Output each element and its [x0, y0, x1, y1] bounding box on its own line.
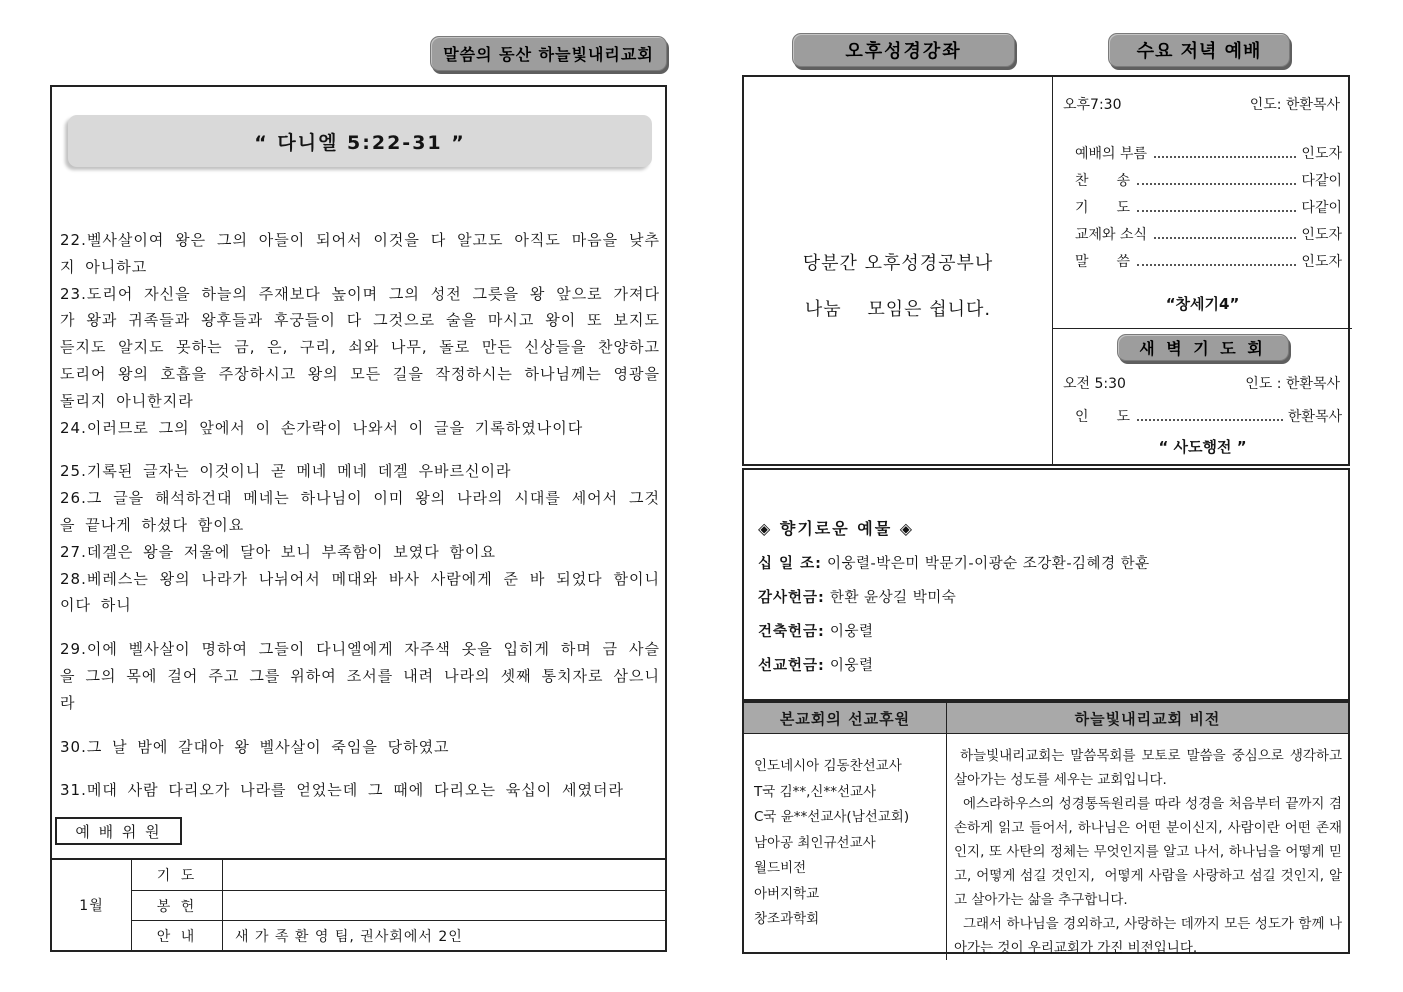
mission-vision-table	[742, 701, 1350, 954]
dotted-leader	[1137, 419, 1283, 421]
verse-26: 26.그 글을 해석하건대 메네는 하나님이 이미 왕의 나라의 시대를 세어서 그것을 끝나게 하셨다 함이요	[60, 489, 660, 534]
offering-label: 선교헌금:	[758, 658, 825, 674]
mission-header: 본교회의 선교후원	[744, 703, 947, 734]
service-time: 오전 5:30	[1063, 376, 1126, 392]
offering-names: 이웅렬-박은미 박문기-이광순 조강환-김혜경 한훈	[821, 556, 1150, 572]
worship-committee-label: 예 배 위 원	[55, 817, 182, 845]
wednesday-service-header	[1053, 77, 1352, 114]
order-who: 인도자	[1301, 227, 1342, 243]
vision-header: 하늘빛내리교회 비전	[947, 703, 1348, 734]
dotted-leader	[1154, 156, 1296, 158]
scripture-title: “ 다니엘 5:22-31 ”	[68, 115, 652, 167]
service-time: 오후7:30	[1063, 97, 1122, 113]
duty-row-label: 안 내	[132, 920, 223, 950]
order-item	[1075, 197, 1342, 224]
duty-table	[52, 858, 665, 950]
order-item	[1075, 143, 1342, 170]
offering-title: ◈ 향기로운 예물 ◈	[758, 519, 915, 538]
dotted-leader	[1137, 183, 1296, 185]
church-name-badge: 말씀의 동산 하늘빛내리교회	[430, 36, 667, 71]
order-who: 다같이	[1301, 200, 1342, 216]
order-item	[1075, 406, 1342, 433]
mission-item: C국 윤**선교사(남선교회)	[754, 809, 910, 825]
mission-item: T국 김**,신**선교사	[754, 783, 877, 800]
services-box	[742, 75, 1350, 466]
verse-22: 22.벨사살이여 왕은 그의 아들이 되어서 이것을 다 알고도 아직도 마음을 낮추지 아니하고	[60, 231, 660, 276]
offering-row	[758, 620, 1332, 641]
offering-label: 감사헌금:	[758, 590, 825, 606]
verse-24: 24.이러므로 그의 앞에서 이 손가락이 나와서 이 글을 기록하였나이다	[60, 418, 584, 437]
order-label: 말 씀	[1075, 254, 1131, 270]
mission-list	[744, 734, 947, 960]
vision-text	[947, 734, 1348, 960]
dawn-prayer-badge: 새 벽 기 도 회	[1117, 334, 1289, 361]
order-of-worship	[1075, 143, 1342, 278]
dawn-sermon-text: “ 사도행전 ”	[1158, 438, 1247, 456]
offering-box	[742, 468, 1350, 701]
wednesday-evening-worship-badge: 수요 저녁 예배	[1108, 33, 1290, 67]
order-who: 다같이	[1301, 173, 1342, 189]
offering-row	[758, 552, 1332, 573]
verse-29: 29.이에 벨사살이 명하여 그들이 다니엘에게 자주색 옷을 입히게 하며 금 사슬을 그의 목에 걸어 주고 그를 위하여 조서를 내려 나라의 셋째 통치자로 삼으니라	[60, 640, 660, 712]
offering-names: 한환 윤상길 박미숙	[824, 590, 957, 606]
verse-31: 31.메대 사람 다리오가 나라를 얻었는데 그 때에 다리오는 육십이 세였더라	[60, 781, 624, 800]
order-label: 교제와 소식	[1075, 227, 1148, 243]
offering-names: 이웅렬	[824, 658, 874, 674]
order-label: 기 도	[1075, 200, 1131, 216]
vision-paragraph: 에스라하우스의 성경통독원리를 따라 성경을 처음부터 끝까지 겸손하게 읽고 들어서, 하나님은 어떤 분이신지, 사람이란 어떤 존재인지, 또 사탄의 정체는 무엇인지를 알고 나서, 하나님을 어떻게 믿고, 어떻게 섬길 것인지, 어떻게 사람을 사랑하고 섬길 것인지, 알고 살아가는 삶을 추구합니다.	[954, 796, 1342, 908]
offering-names: 이웅렬	[824, 624, 874, 640]
notice-line-1: 당분간 오후성경공부나	[802, 253, 994, 274]
mission-item: 인도네시아 김동찬선교사	[754, 758, 902, 774]
order-who: 한환목사	[1287, 409, 1342, 425]
verse-27: 27.데겔은 왕을 저울에 달아 보니 부족함이 보였다 함이요	[60, 542, 497, 561]
order-item	[1075, 170, 1342, 197]
order-label: 예배의 부름	[1075, 146, 1148, 162]
duty-row-label: 기 도	[132, 860, 223, 890]
duty-row-value	[223, 860, 665, 890]
order-label: 찬 송	[1075, 173, 1131, 189]
mission-item: 창조과학회	[754, 911, 820, 927]
verse-25: 25.기록된 글자는 이것이니 곧 메네 메네 데겔 우바르신이라	[60, 462, 512, 481]
vision-paragraph: 하늘빛내리교회는 말씀목회를 모토로 말씀을 중심으로 생각하고 살아가는 성도를 세우는 교회입니다.	[954, 748, 1347, 788]
notice-line-2: 나눔 모임은 쉽니다.	[804, 299, 992, 320]
offering-row	[758, 654, 1332, 675]
order-item	[1075, 224, 1342, 251]
wednesday-service-cell	[1052, 77, 1352, 464]
order-label: 인 도	[1075, 409, 1131, 425]
dawn-service-header	[1053, 361, 1352, 393]
dotted-leader	[1154, 237, 1296, 239]
mission-item: 남아공 최인규선교사	[754, 834, 876, 851]
dotted-leader	[1137, 264, 1296, 266]
order-who: 인도자	[1301, 146, 1342, 162]
mission-item: 월드비전	[754, 860, 807, 876]
offering-row	[758, 586, 1332, 607]
duty-row-value: 새 가 족 환 영 팀, 권사회에서 2인	[223, 920, 665, 950]
verse-28: 28.베레스는 왕의 나라가 나뉘어서 메대와 바사 사람에게 준 바 되었다 함이니이다 하니	[60, 569, 660, 615]
bulletin-left-page	[50, 85, 667, 952]
dotted-leader	[1137, 210, 1296, 212]
afternoon-bible-lecture-badge: 오후성경강좌	[792, 33, 1015, 67]
duty-month: 1월	[52, 860, 132, 950]
order-who: 인도자	[1301, 254, 1342, 270]
duty-row-value	[223, 890, 665, 920]
wednesday-sermon-text: “창세기4”	[1165, 295, 1240, 313]
scripture-text	[60, 227, 660, 804]
section-divider	[1053, 328, 1352, 329]
offering-label: 건축헌금:	[758, 624, 825, 640]
service-leader: 인도 : 한환목사	[1245, 376, 1340, 392]
mission-item: 아버지학교	[754, 885, 820, 902]
service-leader: 인도: 한환목사	[1249, 97, 1340, 113]
lecture-notice	[744, 77, 1052, 464]
duty-row-label: 봉 헌	[132, 890, 223, 920]
vision-paragraph: 그래서 하나님을 경외하고, 사랑하는 데까지 모든 성도가 함께 나아가는 것이 우리교회가 가진 비전입니다.	[954, 916, 1342, 956]
offering-label: 십 일 조:	[758, 556, 822, 572]
verse-23: 23.도리어 자신을 하늘의 주재보다 높이며 그의 성전 그릇을 왕 앞으로 가져다가 왕과 귀족들과 왕후들과 후궁들이 다 그것으로 술을 마시고 왕이 또 보지도 듣지도 알지도 못하는 금, 은, 구리, 쇠와 나무, 돌로 만든 신상들을 찬양하고 도리어 왕의 호흡을 주장하시고 왕의 모든 길을 작정하시는 하나님께는 영광을 돌리지 아니한지라	[60, 284, 660, 410]
verse-30: 30.그 날 밤에 갈대아 왕 벨사살이 죽임을 당하였고	[60, 737, 450, 756]
order-item	[1075, 251, 1342, 278]
